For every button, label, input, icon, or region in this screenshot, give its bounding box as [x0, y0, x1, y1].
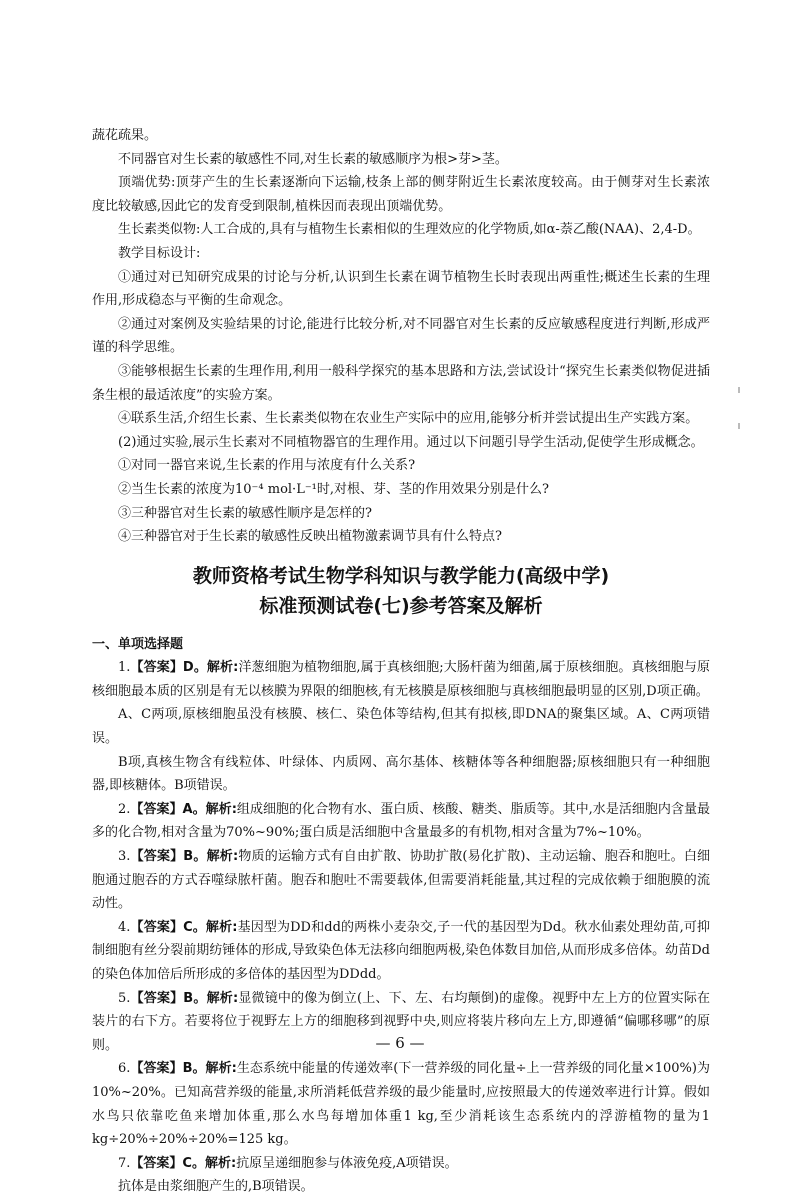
intro-paragraph: ④三种器官对于生长素的敏感性反映出植物激素调节具有什么特点? — [118, 529, 502, 545]
scan-mark — [738, 387, 740, 393]
intro-paragraph: ③能够根据生长素的生理作用,利用一般科学探究的基本思路和方法,尝试设计“探究生长素类似物促进插条生根的最适浓度”的实验方案。 — [92, 363, 710, 403]
intro-paragraph: ②通过对案例及实验结果的讨论,能进行比较分析,对不同器官对生长素的反应敏感程度进行判断,形成严谨的科学思维。 — [92, 316, 710, 356]
scan-mark — [738, 423, 740, 429]
answers-section — [92, 656, 710, 1199]
intro-paragraph: ①通过对已知研究成果的讨论与分析,认识到生长素在调节植物生长时表现出两重性;概述生长素的生理作用,形成稳态与平衡的生命观念。 — [92, 269, 710, 309]
intro-paragraph: 不同器官对生长素的敏感性不同,对生长素的敏感顺序为根>芽>茎。 — [118, 151, 508, 167]
question-number: 5. — [118, 990, 131, 1006]
question-number: 1. — [118, 660, 131, 676]
answer-item — [92, 656, 710, 703]
question-number: 4. — [118, 919, 131, 935]
intro-paragraph: 顶端优势:顶芽产生的生长素逐渐向下运输,枝条上部的侧芽附近生长素浓度较高。由于侧芽对生长素浓度比较敏感,因此它的发育受到限制,植株因而表现出顶端优势。 — [92, 175, 710, 214]
intro-paragraph: 生长素类似物:人工合成的,具有与植物生长素相似的生理效应的化学物质,如α-萘乙酸(NAA)、2,4-D。 — [118, 222, 701, 238]
answer-item — [92, 1152, 710, 1176]
answer-title-line2: 标准预测试卷(七)参考答案及解析 — [259, 594, 543, 617]
answer-item — [92, 845, 710, 916]
question-number: 7. — [118, 1155, 131, 1171]
answer-label: 【答案】B。解析: — [130, 1061, 237, 1077]
intro-paragraph: ①对同一器官来说,生长素的作用与浓度有什么关系? — [118, 458, 416, 474]
explanation-text: 组成细胞的化合物有水、蛋白质、核酸、糖类、脂质等。其中,水是活细胞内含量最多的化合物,相对含量为70%~90%;蛋白质是活细胞中含量最多的有机物,相对含量为7%~10%。 — [92, 801, 710, 841]
answer-label: 【答案】C。解析: — [130, 1155, 237, 1171]
answer-item — [92, 751, 710, 798]
explanation-text: 物质的运输方式有自由扩散、协助扩散(易化扩散)、主动运输、胞吞和胞吐。白细胞通过胞吞的方式吞噬绿脓杆菌。胞吞和胞吐不需要载体,但需要消耗能量,其过程的完成依赖于细胞膜的流动性。 — [92, 849, 710, 912]
intro-section — [92, 124, 710, 549]
answer-label: 【答案】C。解析: — [130, 919, 238, 935]
intro-paragraph: 蔬花疏果。 — [92, 128, 158, 143]
question-number: 6. — [118, 1061, 131, 1077]
question-number: 3. — [118, 849, 131, 865]
answer-item — [92, 916, 710, 987]
explanation-text: 生态系统中能量的传递效率(下一营养级的同化量÷上一营养级的同化量×100%)为10%~20%。已知高营养级的能量,求所消耗低营养级的最少能量时,应按照最大的传递效率进行计算。假如水鸟只依靠吃鱼来增加体重,那么水鸟每增加体重1 kg,至少消耗该生态系统内的浮游植物的量为1 kg÷20%÷20%÷20%=125 kg。 — [92, 1061, 710, 1148]
answer-title-line1: 教师资格考试生物学科知识与教学能力(高级中学) — [192, 564, 610, 587]
intro-paragraph: (2)通过实验,展示生长素对不同植物器官的生理作用。通过以下问题引导学生活动,促使学生形成概念。 — [118, 434, 704, 450]
intro-paragraph: ②当生长素的浓度为10⁻⁴ mol·L⁻¹时,对根、芽、茎的作用效果分别是什么? — [118, 481, 549, 497]
explanation-text: 显微镜中的像为倒立(上、下、左、右均颠倒)的虚像。视野中左上方的位置实际在装片的右下方。若要将位于视野左上方的细胞移到视野中央,则应将装片移向左上方,即遵循“偏哪移哪”的原则。 — [92, 990, 710, 1053]
explanation-text: 抗体是由浆细胞产生的,B项错误。 — [118, 1179, 314, 1195]
intro-paragraph: 教学目标设计: — [118, 245, 201, 261]
answer-label: 【答案】D。解析: — [130, 660, 239, 676]
explanation-text: 洋葱细胞为植物细胞,属于真核细胞;大肠杆菌为细菌,属于原核细胞。真核细胞与原核细胞最本质的区别是有无以核膜为界限的细胞核,有无核膜是原核细胞与真核细胞最明显的区别,D项正确。 — [92, 660, 710, 699]
explanation-text: A、C两项,原核细胞虽没有核膜、核仁、染色体等结构,但其有拟核,即DNA的聚集区域。A、C两项错误。 — [92, 707, 710, 747]
answer-item — [92, 1175, 710, 1199]
explanation-text: B项,真核生物含有线粒体、叶绿体、内质网、高尔基体、核糖体等各种细胞器;原核细胞只有一种细胞器,即核糖体。B项错误。 — [92, 754, 710, 794]
explanation-text: 基因型为DD和dd的两株小麦杂交,子一代的基因型为Dd。秋水仙素处理幼苗,可抑制细胞有丝分裂前期纺锤体的形成,导致染色体无法移向细胞两极,染色体数目加倍,从而形成多倍体。幼苗Dd的染色体加倍后所形成的多倍体的基因型为DDdd。 — [92, 919, 710, 982]
answer-item — [92, 703, 710, 750]
explanation-text: 抗原呈递细胞参与体液免疫,A项错误。 — [236, 1155, 458, 1171]
answer-label: 【答案】A。解析: — [130, 801, 237, 817]
answer-label: 【答案】B。解析: — [130, 990, 239, 1006]
answer-label: 【答案】B。解析: — [130, 849, 239, 865]
section-heading: 一、单项选择题 — [92, 636, 184, 652]
page-number: — 6 — — [375, 1034, 425, 1052]
answer-item — [92, 798, 710, 845]
answer-item — [92, 1057, 710, 1151]
question-number: 2. — [118, 801, 131, 817]
intro-paragraph: ④联系生活,介绍生长素、生长素类似物在农业生产实际中的应用,能够分析并尝试提出生产实践方案。 — [118, 411, 699, 427]
intro-paragraph: ③三种器官对生长素的敏感性顺序是怎样的? — [118, 505, 372, 521]
